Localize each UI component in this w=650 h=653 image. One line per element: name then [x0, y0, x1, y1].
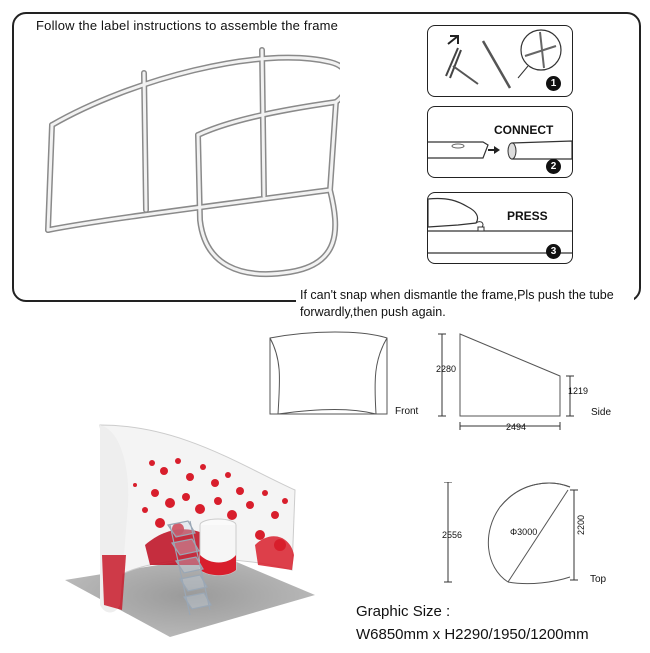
step-number-1: 1: [546, 76, 561, 91]
step-number-3: 3: [546, 244, 561, 259]
side-height-dim: 2280: [436, 364, 457, 374]
top-depth-dim: 2556: [442, 530, 463, 540]
frame-illustration: [40, 40, 340, 285]
top-chord-dim: 2200: [576, 514, 586, 535]
step-number-2: 2: [546, 159, 561, 174]
instructions-title: Follow the label instructions to assemble the frame: [36, 18, 339, 33]
side-short-height-dim: 1219: [568, 386, 589, 396]
graphic-size-title: Graphic Size :: [356, 603, 451, 620]
side-label: Side: [591, 407, 612, 418]
dismantle-note: If can't snap when dismantle the frame,Pls push the tube forwardly,then push again.: [296, 287, 634, 321]
press-label: PRESS: [507, 209, 548, 223]
step-1-box: [427, 25, 573, 97]
top-label: Top: [590, 574, 607, 585]
connect-label: CONNECT: [494, 123, 554, 137]
step-3-box: [427, 192, 573, 264]
top-diameter-dim: Φ3000: [510, 527, 538, 537]
side-width-dim: 2494: [506, 422, 527, 432]
top-view-drawing: [440, 482, 600, 592]
graphic-size-value: W6850mm x H2290/1950/1200mm: [356, 626, 589, 643]
step-2-box: [427, 106, 573, 178]
side-view-drawing: [430, 326, 600, 436]
graphic-size-block: [356, 600, 589, 646]
product-render: [60, 405, 320, 645]
front-label: Front: [395, 406, 419, 417]
